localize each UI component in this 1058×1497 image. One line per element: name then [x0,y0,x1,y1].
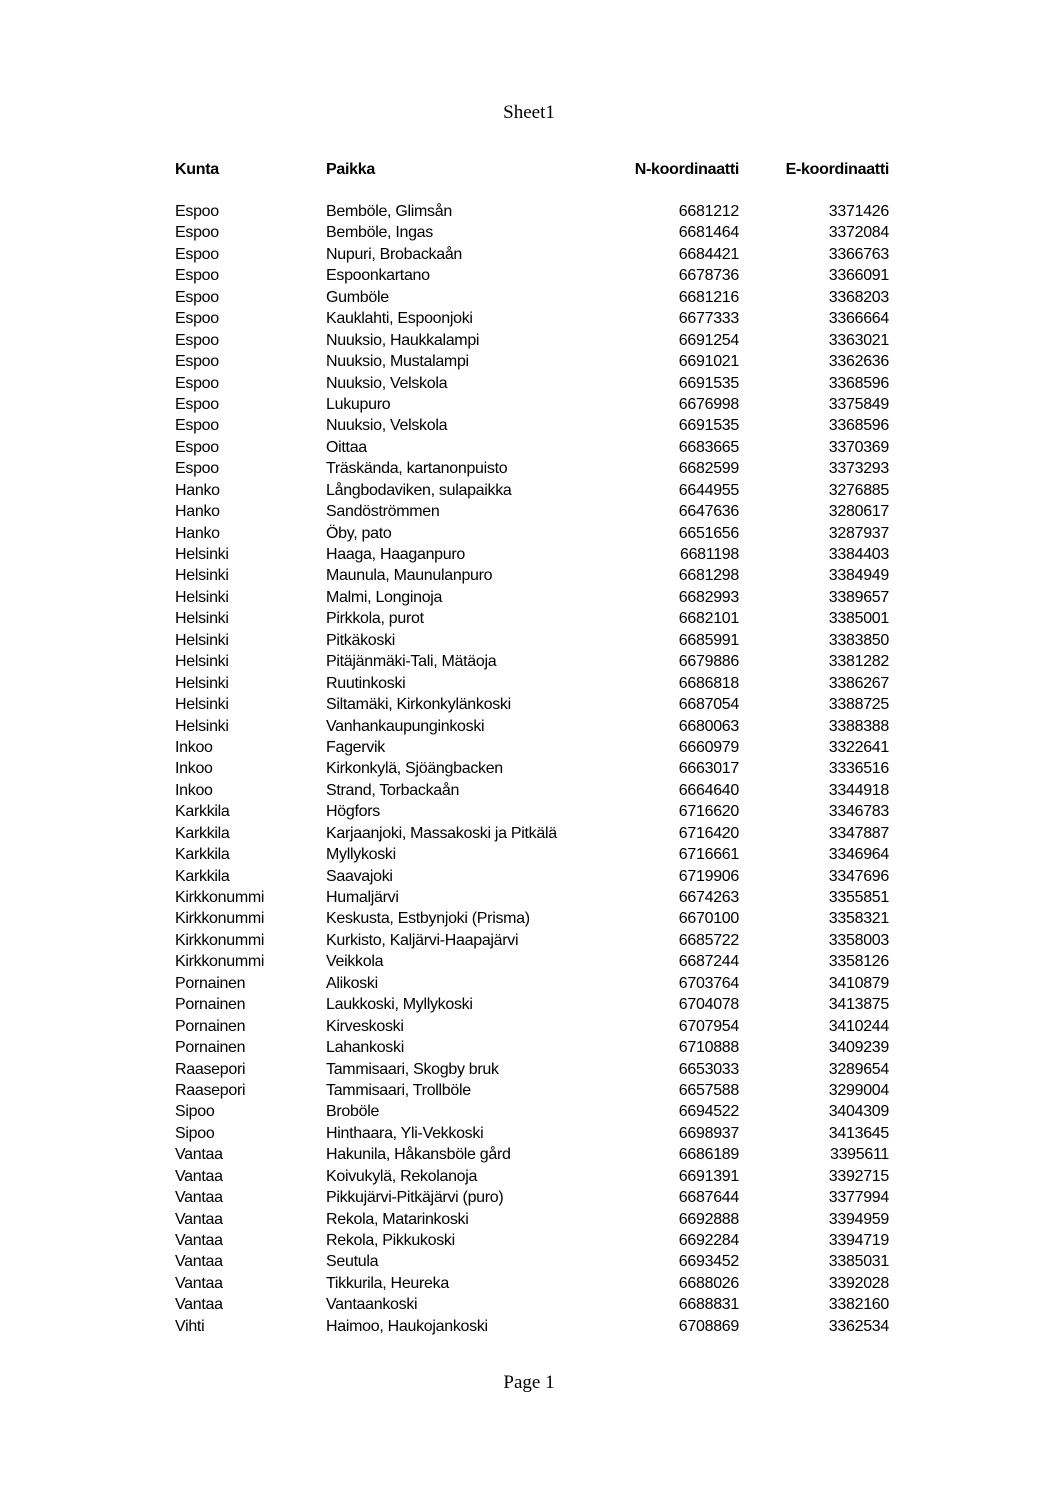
cell-e-coordinate: 3347696 [828,867,889,885]
cell-kunta: Vantaa [175,1146,223,1164]
table-row [175,1037,889,1058]
cell-n-coordinate: 6677333 [678,310,739,328]
table-row [175,222,889,243]
cell-e-coordinate: 3377994 [828,1189,889,1207]
cell-n-coordinate: 6651656 [678,524,739,542]
cell-n-coordinate: 6691391 [678,1167,739,1185]
cell-n-coordinate: 6688831 [678,1296,739,1314]
cell-e-coordinate: 3366664 [828,310,889,328]
table-row [175,1230,889,1251]
cell-kunta: Vantaa [175,1167,223,1185]
cell-n-coordinate: 6687644 [678,1189,739,1207]
cell-kunta: Espoo [175,374,219,392]
table-row [175,951,889,972]
cell-paikka: Kirkonkylä, Sjöängbacken [326,760,503,778]
cell-kunta: Espoo [175,245,219,263]
cell-paikka: Lukupuro [326,395,391,413]
table-row [175,1187,889,1208]
cell-kunta: Hanko [175,503,220,521]
table-row [175,1294,889,1315]
cell-kunta: Helsinki [175,631,229,649]
cell-n-coordinate: 6682599 [678,460,739,478]
cell-kunta: Sipoo [175,1124,215,1142]
cell-paikka: Haimoo, Haukojankoski [326,1317,488,1335]
cell-e-coordinate: 3385001 [828,610,889,628]
header-kunta: Kunta [175,161,219,178]
cell-paikka: Keskusta, Estbynjoki (Prisma) [326,910,530,928]
cell-e-coordinate: 3362534 [828,1317,889,1335]
cell-paikka: Tammisaari, Skogby bruk [326,1060,499,1078]
table-row [175,330,889,351]
table-row [175,908,889,929]
cell-paikka: Lahankoski [326,1039,404,1057]
cell-paikka: Kurkisto, Kaljärvi-Haapajärvi [326,931,519,949]
cell-e-coordinate: 3392028 [828,1274,889,1292]
cell-paikka: Haaga, Haaganpuro [326,546,466,563]
cell-e-coordinate: 3410244 [828,1017,889,1035]
table-row [175,823,889,844]
table-row [175,1101,889,1122]
table-row [175,1080,889,1101]
header-paikka: Paikka [326,161,375,178]
table-row [175,373,889,394]
cell-e-coordinate: 3404309 [828,1103,889,1121]
cell-n-coordinate: 6685991 [678,631,739,649]
cell-paikka: Rekola, Matarinkoski [326,1210,469,1228]
cell-paikka: Långbodaviken, sulapaikka [326,481,512,499]
table-row [175,1016,889,1037]
cell-n-coordinate: 6692284 [678,1232,739,1249]
cell-kunta: Espoo [175,438,219,456]
cell-e-coordinate: 3347887 [828,824,889,842]
cell-e-coordinate: 3384403 [828,546,889,563]
cell-paikka: Öby, pato [326,524,392,542]
cell-kunta: Helsinki [175,717,229,735]
cell-e-coordinate: 3388388 [828,717,889,735]
cell-kunta: Espoo [175,288,219,306]
cell-kunta: Karkkila [175,824,230,842]
cell-paikka: Rekola, Pikkukoski [326,1232,455,1249]
cell-e-coordinate: 3322641 [828,738,889,756]
cell-n-coordinate: 6653033 [678,1060,739,1078]
cell-n-coordinate: 6679886 [678,653,739,671]
cell-paikka: Oittaa [326,438,367,456]
cell-paikka: Kirveskoski [326,1017,404,1035]
cell-paikka: Pikkujärvi-Pitkäjärvi (puro) [326,1189,504,1207]
cell-e-coordinate: 3366763 [828,245,889,263]
sheet-title: Sheet1 [503,102,555,123]
cell-e-coordinate: 3276885 [828,481,889,499]
table-row [175,716,889,737]
cell-e-coordinate: 3386267 [828,674,889,692]
cell-e-coordinate: 3388725 [828,696,889,714]
cell-n-coordinate: 6681298 [678,567,739,585]
cell-e-coordinate: 3370369 [828,438,889,456]
cell-n-coordinate: 6644955 [678,481,739,499]
cell-kunta: Vantaa [175,1253,223,1271]
cell-kunta: Kirkkonummi [175,889,265,906]
table-header [175,159,889,181]
cell-e-coordinate: 3381282 [828,653,889,671]
cell-kunta: Helsinki [175,674,229,692]
cell-paikka: Vantaankoski [326,1296,418,1314]
table-row [175,1059,889,1080]
cell-kunta: Espoo [175,353,219,371]
table-row [175,694,889,715]
cell-e-coordinate: 3389657 [828,588,889,606]
cell-kunta: Karkkila [175,846,230,864]
table-body [175,201,889,1337]
cell-n-coordinate: 6676998 [678,395,739,413]
cell-paikka: Nuuksio, Mustalampi [326,353,469,371]
cell-e-coordinate: 3368203 [828,288,889,306]
table-row [175,565,889,586]
cell-n-coordinate: 6691535 [678,417,739,435]
table-row [175,1166,889,1187]
table-row [175,523,889,544]
cell-n-coordinate: 6704078 [678,996,739,1014]
cell-e-coordinate: 3413875 [828,996,889,1014]
cell-n-coordinate: 6686189 [678,1146,739,1164]
cell-kunta: Vantaa [175,1274,223,1292]
cell-e-coordinate: 3362636 [828,353,889,371]
cell-paikka: Broböle [326,1103,380,1121]
cell-e-coordinate: 3371426 [828,203,889,220]
cell-paikka: Laukkoski, Myllykoski [326,996,473,1014]
cell-paikka: Gumböle [326,288,389,306]
table-row [175,587,889,608]
cell-paikka: Hinthaara, Yli-Vekkoski [326,1124,484,1142]
cell-n-coordinate: 6716661 [678,846,739,864]
cell-kunta: Vihti [175,1317,205,1335]
cell-n-coordinate: 6693452 [678,1253,739,1271]
header-n-coordinate: N-koordinaatti [634,161,739,178]
table-row [175,480,889,501]
cell-e-coordinate: 3373293 [828,460,889,478]
table-row [175,994,889,1015]
cell-paikka: Malmi, Longinoja [326,588,443,606]
header-e-coordinate: E-koordinaatti [785,161,889,178]
cell-n-coordinate: 6716620 [678,803,739,821]
table-row [175,1123,889,1144]
cell-kunta: Espoo [175,331,219,349]
cell-n-coordinate: 6703764 [678,974,739,992]
cell-kunta: Hanko [175,524,220,542]
cell-n-coordinate: 6678736 [678,267,739,285]
coordinates-table [175,159,889,1337]
cell-e-coordinate: 3395611 [829,1146,889,1164]
cell-kunta: Kirkkonummi [175,953,265,971]
cell-n-coordinate: 6710888 [678,1039,739,1057]
cell-n-coordinate: 6683665 [678,438,739,456]
table-row [175,1273,889,1294]
cell-kunta: Inkoo [175,781,213,799]
cell-paikka: Pitkäkoski [326,631,396,649]
cell-paikka: Kauklahti, Espoonjoki [326,310,473,328]
table-row [175,437,889,458]
cell-n-coordinate: 6687054 [678,696,739,714]
table-row [175,630,889,651]
cell-e-coordinate: 3366091 [828,267,889,285]
cell-n-coordinate: 6719906 [678,867,739,885]
cell-e-coordinate: 3385031 [828,1253,889,1271]
cell-kunta: Pornainen [175,996,246,1014]
cell-e-coordinate: 3392715 [828,1167,889,1185]
table-row [175,673,889,694]
cell-paikka: Ruutinkoski [326,674,406,692]
cell-n-coordinate: 6674263 [678,889,739,906]
cell-kunta: Inkoo [175,738,213,756]
cell-kunta: Vantaa [175,1210,223,1228]
table-row [175,930,889,951]
cell-kunta: Pornainen [175,1039,246,1057]
cell-kunta: Espoo [175,417,219,435]
cell-paikka: Strand, Torbackaån [326,781,460,799]
cell-n-coordinate: 6691254 [678,331,739,349]
cell-n-coordinate: 6686818 [678,674,739,692]
cell-kunta: Karkkila [175,803,230,821]
cell-n-coordinate: 6670100 [678,910,739,928]
cell-kunta: Raasepori [175,1060,246,1078]
table-row [175,1144,889,1165]
cell-e-coordinate: 3368596 [828,374,889,392]
cell-kunta: Vantaa [175,1296,223,1314]
cell-paikka: Pitäjänmäki-Tali, Mätäoja [326,653,497,671]
cell-paikka: Maunula, Maunulanpuro [326,567,493,585]
page-number: Page 1 [503,1372,555,1393]
cell-paikka: Veikkola [326,953,384,971]
cell-paikka: Bemböle, Ingas [326,224,433,242]
cell-paikka: Nupuri, Brobackaån [326,245,463,263]
cell-n-coordinate: 6647636 [678,503,739,521]
cell-kunta: Raasepori [175,1081,246,1099]
cell-e-coordinate: 3289654 [828,1060,889,1078]
cell-paikka: Nuuksio, Haukkalampi [326,331,480,349]
cell-paikka: Sandöströmmen [326,503,440,521]
cell-e-coordinate: 3363021 [828,331,889,349]
cell-e-coordinate: 3346783 [828,803,889,821]
table-row [175,308,889,329]
cell-paikka: Seutula [326,1253,379,1271]
cell-paikka: Tammisaari, Trollböle [326,1081,471,1099]
cell-n-coordinate: 6691021 [678,353,739,371]
cell-kunta: Pornainen [175,974,246,992]
cell-kunta: Pornainen [175,1017,246,1035]
cell-kunta: Hanko [175,481,220,499]
cell-e-coordinate: 3346964 [828,846,889,864]
cell-n-coordinate: 6688026 [678,1274,739,1292]
cell-e-coordinate: 3355851 [828,889,889,906]
cell-e-coordinate: 3358321 [828,910,889,928]
table-row [175,287,889,308]
table-row [175,544,889,565]
cell-kunta: Sipoo [175,1103,215,1121]
table-row [175,1251,889,1272]
cell-e-coordinate: 3394959 [828,1210,889,1228]
table-row [175,844,889,865]
cell-kunta: Helsinki [175,567,229,585]
cell-e-coordinate: 3413645 [828,1124,889,1142]
cell-paikka: Bemböle, Glimsån [326,203,452,220]
cell-n-coordinate: 6698937 [678,1124,739,1142]
cell-e-coordinate: 3336516 [828,760,889,778]
cell-n-coordinate: 6687244 [678,953,739,971]
cell-paikka: Vanhankaupunginkoski [326,717,485,735]
cell-paikka: Siltamäki, Kirkonkylänkoski [326,696,511,714]
cell-n-coordinate: 6681216 [678,288,739,306]
table-row [175,866,889,887]
cell-kunta: Kirkkonummi [175,931,265,949]
table-row [175,415,889,436]
table-row [175,394,889,415]
table-row [175,458,889,479]
cell-e-coordinate: 3358126 [828,953,889,971]
cell-n-coordinate: 6691535 [678,374,739,392]
cell-e-coordinate: 3358003 [828,931,889,949]
cell-e-coordinate: 3384949 [828,567,889,585]
table-row [175,501,889,522]
cell-kunta: Vantaa [175,1189,223,1207]
cell-n-coordinate: 6685722 [678,931,739,949]
cell-paikka: Högfors [326,803,380,821]
cell-e-coordinate: 3280617 [828,503,889,521]
table-row [175,973,889,994]
cell-paikka: Saavajoki [326,867,393,885]
cell-paikka: Alikoski [326,974,378,992]
table-row [175,351,889,372]
cell-paikka: Tikkurila, Heureka [326,1274,449,1292]
cell-n-coordinate: 6684421 [678,245,739,263]
cell-n-coordinate: 6694522 [678,1103,739,1121]
table-row [175,887,889,908]
cell-kunta: Espoo [175,224,219,242]
table-row [175,1209,889,1230]
cell-paikka: Pirkkola, purot [326,610,424,628]
cell-e-coordinate: 3410879 [828,974,889,992]
cell-kunta: Kirkkonummi [175,910,265,928]
cell-e-coordinate: 3383850 [828,631,889,649]
cell-paikka: Fagervik [326,738,385,756]
table-row [175,201,889,222]
cell-n-coordinate: 6681464 [678,224,739,242]
cell-e-coordinate: 3409239 [828,1039,889,1057]
cell-n-coordinate: 6692888 [678,1210,739,1228]
cell-kunta: Inkoo [175,760,213,778]
table-row [175,651,889,672]
cell-n-coordinate: 6682101 [678,610,739,628]
cell-paikka: Hakunila, Håkansböle gård [326,1146,511,1164]
cell-e-coordinate: 3368596 [828,417,889,435]
cell-paikka: Karjaanjoki, Massakoski ja Pitkälä [326,824,557,842]
cell-n-coordinate: 6708869 [678,1317,739,1335]
cell-n-coordinate: 6681198 [679,546,739,563]
table-row [175,801,889,822]
cell-kunta: Helsinki [175,653,229,671]
cell-n-coordinate: 6664640 [678,781,739,799]
table-row [175,758,889,779]
cell-paikka: Koivukylä, Rekolanoja [326,1167,478,1185]
cell-kunta: Vantaa [175,1232,223,1249]
cell-kunta: Karkkila [175,867,230,885]
cell-e-coordinate: 3287937 [828,524,889,542]
cell-e-coordinate: 3372084 [828,224,889,242]
cell-paikka: Nuuksio, Velskola [326,374,448,392]
table-row [175,780,889,801]
cell-e-coordinate: 3344918 [828,781,889,799]
table-row [175,1316,889,1337]
cell-n-coordinate: 6680063 [678,717,739,735]
cell-n-coordinate: 6716420 [678,824,739,842]
cell-n-coordinate: 6660979 [678,738,739,756]
cell-paikka: Nuuksio, Velskola [326,417,448,435]
table-row [175,244,889,265]
cell-e-coordinate: 3394719 [828,1232,889,1249]
cell-kunta: Helsinki [175,610,229,628]
cell-paikka: Espoonkartano [326,267,430,285]
table-row [175,737,889,758]
cell-n-coordinate: 6663017 [678,760,739,778]
table-row [175,608,889,629]
cell-e-coordinate: 3382160 [828,1296,889,1314]
cell-e-coordinate: 3375849 [828,395,889,413]
cell-paikka: Träskända, kartanonpuisto [326,460,508,478]
cell-paikka: Humaljärvi [326,889,399,906]
cell-n-coordinate: 6682993 [678,588,739,606]
cell-kunta: Helsinki [175,696,229,714]
table-row [175,265,889,286]
cell-kunta: Helsinki [175,546,229,563]
cell-e-coordinate: 3299004 [828,1081,889,1099]
cell-kunta: Espoo [175,310,219,328]
cell-paikka: Myllykoski [326,846,396,864]
cell-n-coordinate: 6707954 [678,1017,739,1035]
cell-kunta: Espoo [175,203,219,220]
cell-kunta: Espoo [175,460,219,478]
cell-kunta: Helsinki [175,588,229,606]
cell-kunta: Espoo [175,267,219,285]
cell-n-coordinate: 6657588 [678,1081,739,1099]
cell-n-coordinate: 6681212 [678,203,739,220]
cell-kunta: Espoo [175,395,219,413]
